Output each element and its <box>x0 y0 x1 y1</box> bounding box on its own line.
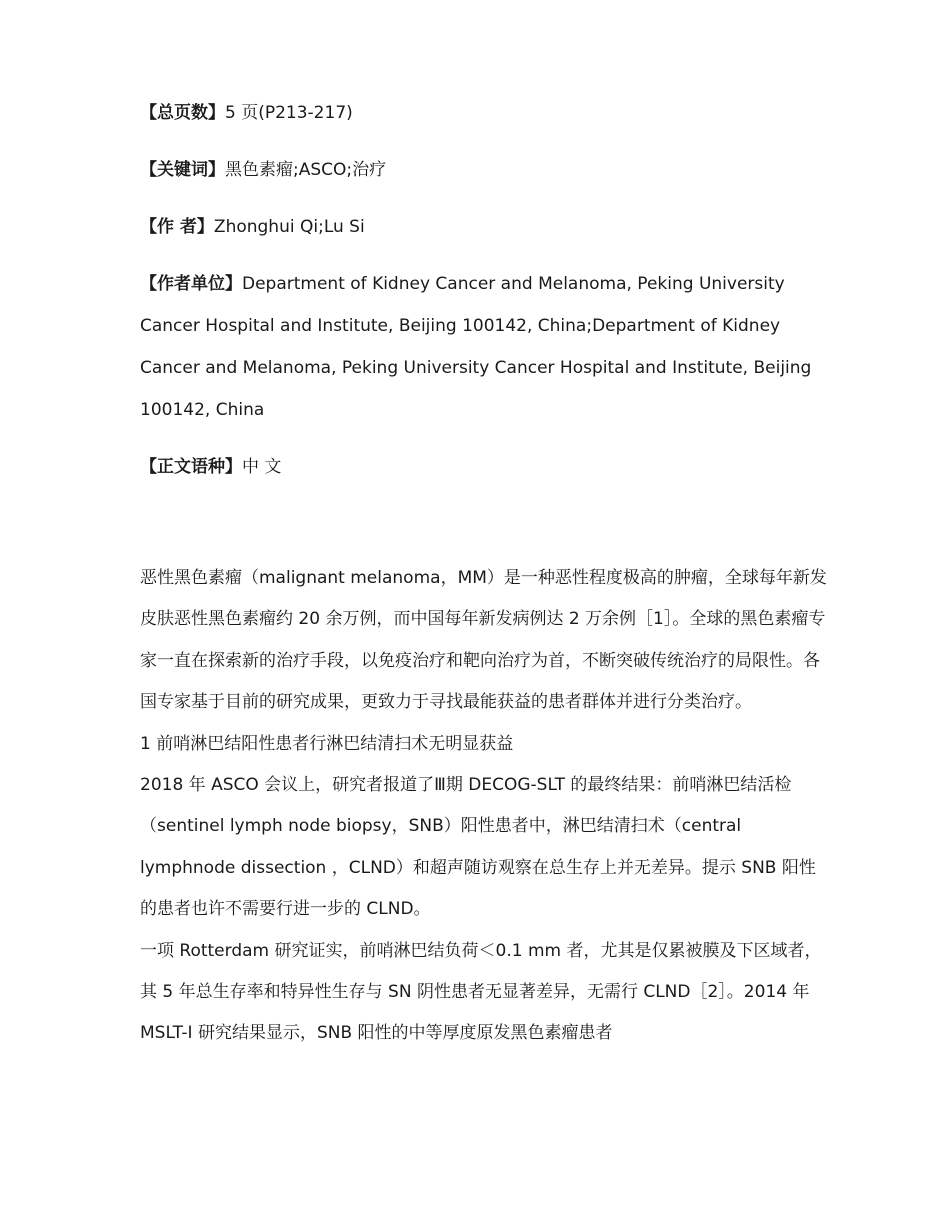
total-pages-label: 【总页数】 <box>140 103 225 123</box>
body-paragraph-2: 2018 年 ASCO 会议上，研究者报道了Ⅲ期 DECOG-SLT 的最终结果：前哨淋巴结活检（sentinel lymph node biopsy，SNB）阳性患者中，淋巴结清扫术（central lymphnode dissection ，CLND）和超声随访观察在总生存上并无差异。提示 SNB 阳性的患者也许不需要行进一步的 CLND。 <box>140 775 816 920</box>
body-paragraph-3: 一项 Rotterdam 研究证实，前哨淋巴结负荷＜0.1 mm 者，尤其是仅累被膜及下区域者，其 5 年总生存率和特异性生存与 SN 阴性患者无显著差异，无需行 CLND［2］。2014 年 MSLT-I 研究结果显示，SNB 阳性的中等厚度原发黑色素瘤患者 <box>140 940 822 1044</box>
authors-line <box>140 206 830 248</box>
total-pages-line <box>140 92 830 134</box>
section-spacer <box>140 503 830 558</box>
affiliation-label: 【作者单位】 <box>140 274 242 294</box>
authors-label: 【作 者】 <box>140 217 214 237</box>
keywords-label: 【关键词】 <box>140 160 225 180</box>
language-label: 【正文语种】 <box>140 457 242 477</box>
keywords-value: 黑色素瘤;ASCO;治疗 <box>225 160 387 180</box>
affiliation-line <box>140 263 830 431</box>
authors-value: Zhonghui Qi;Lu Si <box>213 217 365 237</box>
total-pages-value: 5 页(P213-217) <box>225 103 353 123</box>
document-page <box>140 92 830 1055</box>
language-line <box>140 446 830 488</box>
article-body <box>140 558 830 1055</box>
language-value: 中 文 <box>242 457 282 477</box>
section-heading-1: 1 前哨淋巴结阳性患者行淋巴结清扫术无明显获益 <box>140 733 514 754</box>
affiliation-value: Department of Kidney Cancer and Melanoma, Peking University Cancer Hospital and Institute, Beijing 100142, China;Department of Kidney Cancer and Melanoma, Peking University Cancer Hospital and Institute, Beijing 100142, China <box>140 274 812 420</box>
keywords-line <box>140 149 830 191</box>
body-paragraph-1: 恶性黑色素瘤（malignant melanoma，MM）是一种恶性程度极高的肿瘤，全球每年新发皮肤恶性黑色素瘤约 20 余万例，而中国每年新发病例达 2 万余例［1］。全球的黑色素瘤专家一直在探索新的治疗手段，以免疫治疗和靶向治疗为首，不断突破传统治疗的局限性。各国专家基于目前的研究成果，更致力于寻找最能获益的患者群体并进行分类治疗。 <box>140 568 827 713</box>
